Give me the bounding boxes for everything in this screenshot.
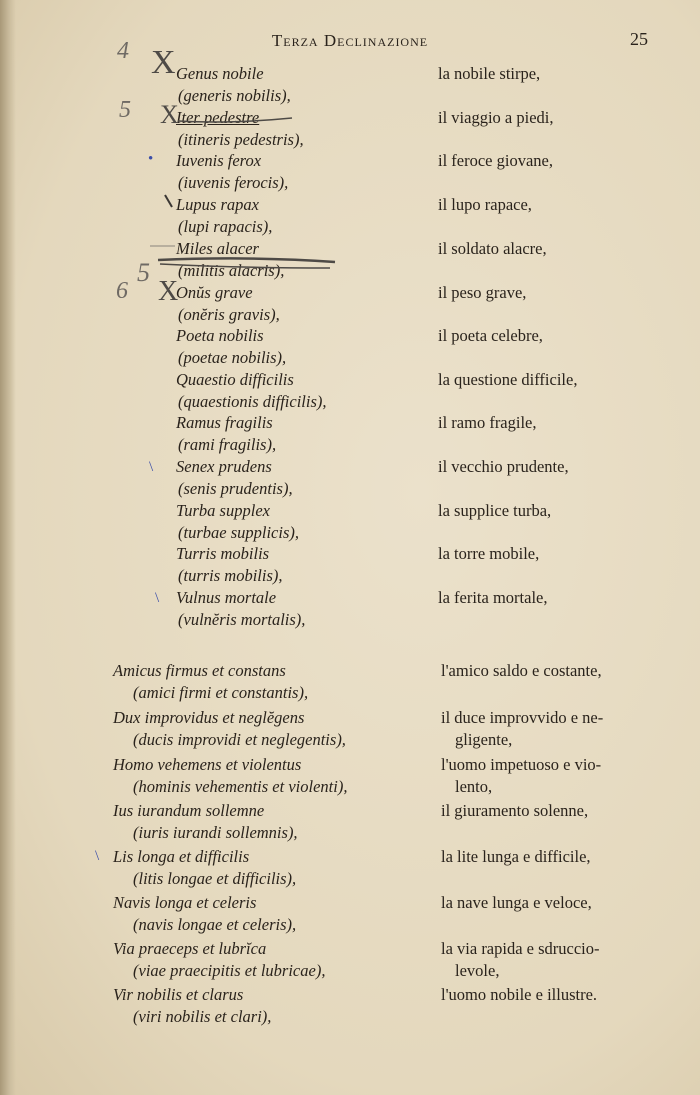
ink-tick-mark: \ [95,848,100,864]
italian-translation: la nobile stirpe, [438,64,541,83]
slash-mark [165,195,172,207]
italian-translation: il ramo fragile, [438,413,537,432]
italian-translation: il peso grave, [438,283,527,302]
ink-tick-mark: \ [149,459,154,475]
strikethrough-line [158,258,335,262]
latin-phrase: Genus nobile (generis nobilis), [176,64,291,105]
italian-translation: la via rapida e sdruccio- levole, [441,939,600,980]
cross-mark-annotation: X [151,44,176,81]
latin-phrase: Onŭs grave (onĕris gravis), [176,283,280,324]
page-number: 25 [630,29,648,49]
ink-tick-mark: • [148,151,154,167]
cross-mark-annotation: X [158,276,179,307]
margin-number-annotation: 6 [116,278,128,304]
italian-translation: il giuramento solenne, [441,801,589,820]
latin-phrase: Lis longa et difficilis (litis longae et difficilis), [113,847,297,888]
latin-phrase: Via praeceps et lubrĭca (viae praecipitis et lubricae), [113,939,326,980]
italian-translation: la ferita mortale, [438,588,548,607]
latin-phrase: Lupus rapax (lupi rapacis), [176,195,273,236]
latin-phrase: Iuvenis ferox (iuvenis ferocis), [176,151,289,192]
italian-translation: l'uomo impetuoso e vio- lento, [441,755,602,796]
margin-number-annotation: 4 [117,38,129,64]
italian-translation: la lite lunga e difficile, [441,847,591,866]
italian-translation: il lupo rapace, [438,195,532,214]
latin-phrase: Quaestio difficilis (quaestionis difficilis), [176,370,327,411]
ink-tick-mark: \ [155,590,160,606]
latin-phrase: Turris mobilis (turris mobilis), [176,544,283,585]
latin-phrase: Dux improvidus et neglĕgens (ducis improvidi et neglegentis), [113,708,346,749]
italian-translation: il poeta celebre, [438,326,543,345]
latin-phrase: Ramus fragilis (rami fragilis), [176,413,277,454]
latin-phrase: Miles alacer (militis alacris), [176,239,285,280]
latin-phrase: Amicus firmus et constans (amici firmi et constantis), [113,661,309,702]
latin-phrase: Poeta nobilis (poetae nobilis), [176,326,287,367]
italian-translation: la nave lunga e veloce, [441,893,592,912]
latin-phrase: Iter pedestre (itineris pedestris), [176,108,304,149]
italian-translation: il feroce giovane, [438,151,553,170]
latin-phrase: Vulnus mortale (vulnĕris mortalis), [176,588,306,629]
italian-translation: l'amico saldo e costante, [441,661,602,680]
italian-translation: la supplice turba, [438,501,552,520]
latin-phrase: Homo vehemens et violentus (hominis vehementis et violenti), [113,755,348,796]
running-head: Terza Declinazione [271,31,429,50]
latin-phrase: Navis longa et celeris (navis longae et celeris), [113,893,297,934]
italian-translation: il soldato alacre, [438,239,547,258]
underline-stroke [178,118,292,122]
strikethrough-line [160,264,330,268]
italian-translation: la torre mobile, [438,544,540,563]
italian-translation: il vecchio prudente, [438,457,569,476]
italian-translation: la questione difficile, [438,370,578,389]
margin-number-annotation: 5 [137,258,150,287]
italian-translation: il duce improvvido e ne- gligente, [441,708,604,749]
italian-translation: il viaggio a piedi, [438,108,554,127]
margin-number-annotation: 5 [119,97,131,123]
italian-translation: l'uomo nobile e illustre. [441,985,598,1004]
latin-phrase: Ius iurandum sollemne (iuris iurandi sollemnis), [113,801,298,842]
latin-phrase: Turba supplex (turbae supplicis), [176,501,299,542]
latin-phrase: Senex prudens (senis prudentis), [176,457,293,498]
latin-phrase: Vir nobilis et clarus (viri nobilis et clari), [113,985,272,1026]
cross-mark-annotation: X [160,100,179,129]
